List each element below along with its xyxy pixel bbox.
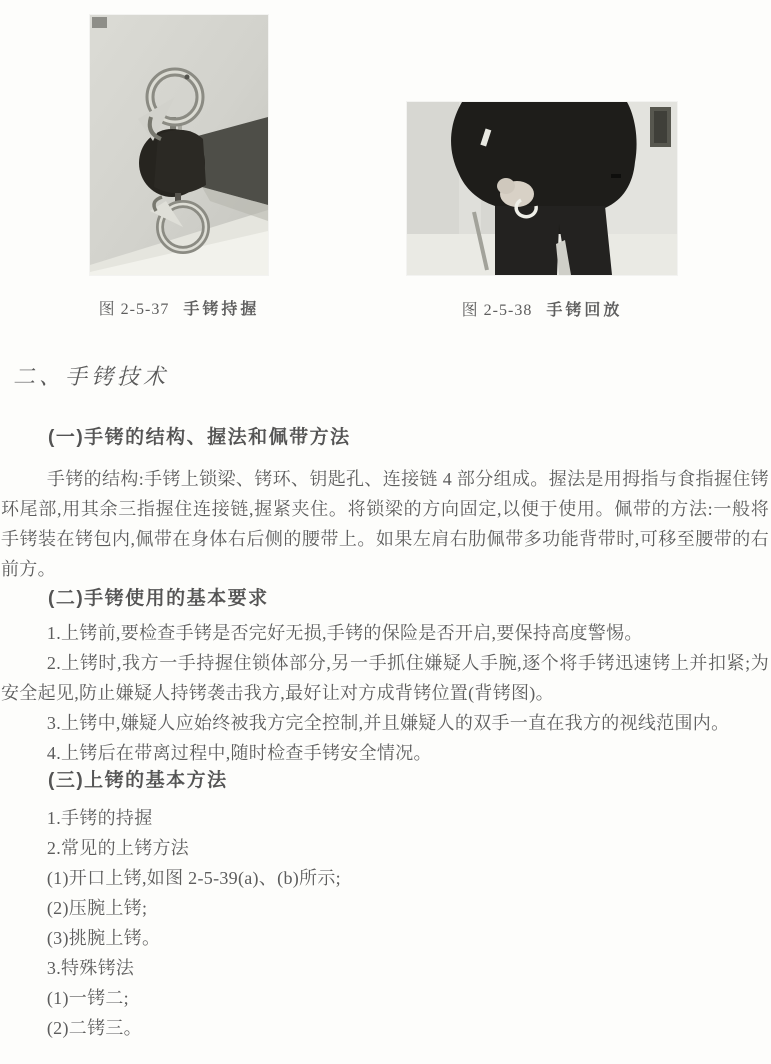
method-item-2: 2.常见的上铐方法 [46, 838, 190, 858]
figure-caption [90, 296, 268, 319]
method-item-3: 3.特殊铐法 [46, 958, 135, 978]
method-item-3-1: (1)一铐二; [46, 988, 129, 1008]
handcuff-return-photo [407, 102, 677, 275]
requirement-item-4: 4.上铐后在带离过程中,随时检查手铐安全情况。 [46, 743, 432, 763]
figure-label: 手铐持握 [183, 301, 260, 318]
method-item-2-3: (3)挑腕上铐。 [46, 928, 161, 948]
subsection-heading-requirements: (二)手铐使用的基本要求 [48, 588, 269, 609]
method-item-2-1: (1)开口上铐,如图 2-5-39(a)、(b)所示; [46, 868, 341, 888]
subsection-heading-structure: (一)手铐的结构、握法和佩带方法 [48, 427, 351, 448]
section-title: 二、手铐技术 [13, 364, 170, 389]
requirement-item-3: 3.上铐中,嫌疑人应始终被我方完全控制,并且嫌疑人的双手一直在我方的视线范围内。 [46, 713, 730, 733]
figure-label: 手铐回放 [546, 302, 623, 319]
handcuff-grip-photo [90, 15, 268, 275]
figure-handcuff-grip [90, 15, 268, 319]
method-item-1: 1.手铐的持握 [46, 808, 153, 828]
requirement-item-1: 1.上铐前,要检查手铐是否完好无损,手铐的保险是否开启,要保持高度警惕。 [46, 623, 643, 643]
method-item-2-2: (2)压腕上铐; [46, 898, 148, 918]
method-item-3-2: (2)二铐三。 [46, 1018, 142, 1038]
figure-number: 图 2-5-37 [98, 301, 170, 318]
structure-paragraph: 手铐的结构:手铐上锁梁、铐环、钥匙孔、连接链 4 部分组成。握法是用拇指与食指握住铐环尾部,用其余三指握住连接链,握紧夹住。将锁梁的方向固定,以便于使用。佩带的方法:一般将手铐装在铐包内,佩带在身体右后侧的腰带上。如果左肩右肋佩带多功能背带时,可移至腰带的右前方。 [1, 469, 769, 579]
figure-handcuff-return [407, 102, 677, 320]
figure-number: 图 2-5-38 [461, 302, 533, 319]
figures-row [0, 0, 771, 330]
subsection-heading-methods: (三)上铐的基本方法 [48, 770, 228, 791]
figure-caption [407, 297, 677, 320]
requirement-item-2: 2.上铐时,我方一手持握住锁体部分,另一手抓住嫌疑人手腕,逐个将手铐迅速铐上并扣紧;为安全起见,防止嫌疑人持铐袭击我方,最好让对方成背铐位置(背铐图)。 [1, 653, 769, 703]
